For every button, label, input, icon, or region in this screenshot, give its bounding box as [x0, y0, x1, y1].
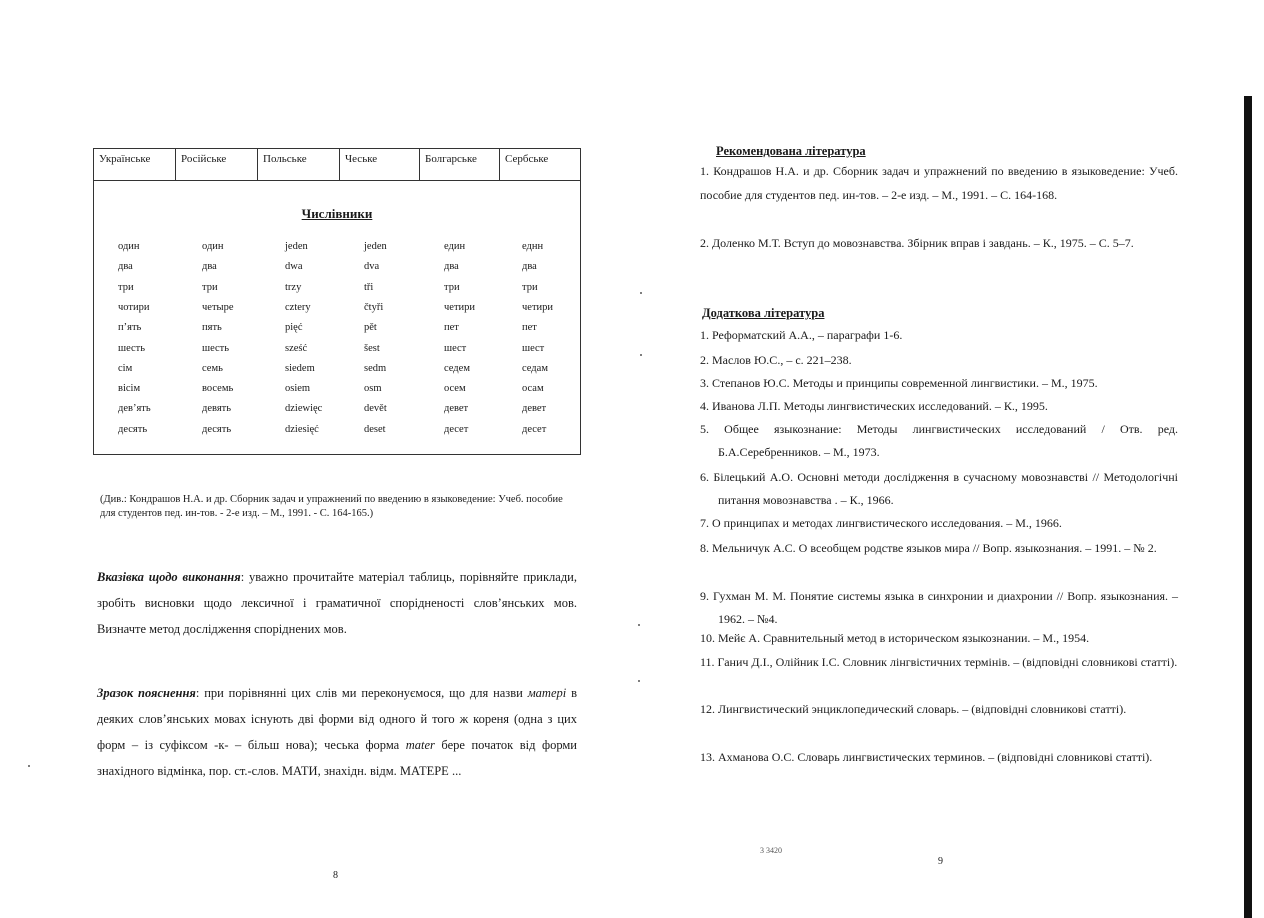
scan-speck [28, 765, 30, 767]
table-cell: один [118, 241, 140, 252]
table-cell: пять [202, 322, 222, 334]
scan-speck [638, 624, 640, 626]
table-cell: дев’ять [118, 403, 151, 415]
table-cell: dva [364, 261, 380, 273]
list-item: 12. Лингвистический энциклопедический словарь. – (відповідні словникові статті). [700, 702, 1127, 716]
example-label: Зразок пояснення [97, 686, 196, 700]
table-cell: deset [364, 423, 386, 435]
table-cell: шесть [202, 342, 230, 354]
table-cell: пет [444, 322, 459, 334]
instruction-text: : уважно прочитайте матеріал таблиць, порівняйте приклади, зробіть висновки щодо лексичної і граматичної спорідненості слов’янських мов. Визначте метод дослідження споріднених мов. [97, 570, 577, 636]
table-cell: три [118, 281, 134, 293]
table-cell: десет [522, 423, 547, 435]
list-item: 7. О принципах и методах лингвистического исследования. – М., 1966. [700, 516, 1062, 530]
table-cell: cztery [285, 301, 311, 313]
table-cell: šest [364, 342, 380, 354]
table-cell: два [202, 261, 217, 273]
list-item: 11. Ганич Д.І., Олійник І.С. Словник лінгвістичних термінів. – (відповідні словникові статті). [700, 655, 1178, 669]
table-citation: (Див.: Кондрашов Н.А. и др. Сборник задач и упражнений по введению в языковедение: Учеб. пособие для студентов пед. ин-тов. - 2-е изд. – М., 1991. - С. 164-165.) [100, 494, 563, 519]
header-polish: Польське [258, 149, 340, 181]
table-header-row [94, 149, 580, 181]
table-cell: jeden [285, 241, 308, 252]
example-text-1: : при порівнянні цих слів ми переконуємося, що для назви [195, 686, 528, 700]
table-cell: dziesięć [285, 423, 319, 435]
scan-edge-bar [1244, 96, 1252, 918]
instruction-label: Вказівка щодо виконання [97, 570, 241, 584]
numerals-table [93, 148, 581, 455]
table-cell: osm [364, 383, 382, 395]
table-cell: п’ять [118, 322, 142, 334]
table-cell: два [522, 261, 537, 273]
example-text-3: бере початок від форми знахідного відмінка, пор. ст.-слов. МАТИ, знахідн. відм. МАТЕРЕ ... [97, 738, 577, 778]
list-item: 2. Маслов Ю.С., – с. 221–238. [700, 353, 852, 367]
right-page-number: 9 [938, 856, 943, 867]
table-cell: девять [202, 403, 232, 415]
table-cell: шест [444, 342, 467, 354]
example-text-2: в деяких слов’янських мовах існують дві форми від одного й того ж кореня (одна з цих форм – із суфіксом -к- – більш нова); чеська форма [97, 686, 577, 752]
list-item: 8. Мельничук А.С. О всеобщем родстве языков мира // Вопр. языкознания. – 1991. – № 2. [700, 541, 1157, 555]
list-item: 6. Білецький А.О. Основні методи дослідження в сучасному мовознавстві // Методологічні питання мовознавства . – К., 1966. [700, 470, 1178, 507]
table-cell: восемь [202, 383, 234, 395]
example-paragraph [97, 680, 577, 784]
table-title: Числівники [301, 206, 373, 221]
table-cell: siedem [285, 362, 315, 374]
table-cell: шесть [118, 342, 146, 354]
print-mark: 3 3420 [760, 846, 782, 855]
header-ukrainian: Українське [94, 149, 176, 181]
table-cell: четири [444, 301, 476, 313]
header-czech: Чеське [340, 149, 420, 181]
table-cell: осем [444, 383, 466, 395]
table-cell: dwa [285, 261, 303, 273]
table-cell: три [202, 281, 218, 293]
table-cell: dziewięc [285, 403, 323, 415]
table-cell: pięć [285, 322, 303, 334]
list-item: 13. Ахманова О.С. Словарь лингвистических терминов. – (відповідні словникові статті). [700, 750, 1153, 764]
header-russian: Російське [176, 149, 258, 181]
table-cell: десять [202, 423, 232, 435]
recommended-title: Рекомендована література [716, 144, 866, 158]
table-cell: чотири [118, 301, 150, 313]
list-item: 4. Иванова Л.П. Методы лингвистических исследований. – К., 1995. [700, 399, 1048, 413]
table-cell: čtyři [364, 301, 384, 313]
list-item: 10. Мейє А. Сравнительный метод в историческом языкознании. – М., 1954. [700, 631, 1090, 645]
list-item: 2. Доленко М.Т. Вступ до мовознавства. Збірник вправ і завдань. – К., 1975. – С. 5–7. [700, 236, 1134, 250]
table-cell: седам [522, 362, 548, 374]
table-cell: tři [364, 281, 374, 293]
list-item: 5. Общее языкознание: Методы лингвистических исследований / Отв. ред. Б.А.Серебренников. – М., 1973. [700, 422, 1178, 459]
table-cell: четири [522, 301, 554, 313]
table-cell: pět [364, 322, 377, 334]
header-serbian: Сербське [500, 149, 580, 181]
scan-speck [640, 354, 642, 356]
list-item: 1. Кондрашов Н.А. и др. Сборник задач и упражнений по введению в языковедение: Учеб. пособие для студентов пед. ин-тов. – 2-е изд. – М., 1991. – С. 164-168. [700, 164, 1178, 202]
list-item: 9. Гухман М. М. Понятие системы языка в синхронии и диахронии // Вопр. языкознания. – 1962. – №4. [700, 589, 1178, 626]
instruction-paragraph [97, 564, 577, 642]
header-bulgarian: Болгарське [420, 149, 500, 181]
table-cell: десять [118, 423, 148, 435]
table-cell: сім [118, 362, 133, 374]
table-cell: седем [444, 362, 470, 374]
table-cell: два [118, 261, 133, 273]
table-cell: osiem [285, 383, 311, 395]
table-cell: sedm [364, 362, 387, 374]
list-item: 1. Реформатский А.А., – параграфи 1-6. [700, 328, 903, 342]
table-cell: девет [444, 403, 469, 415]
table-cell: осам [522, 383, 544, 395]
table-cell: вісім [118, 383, 141, 395]
table-cell: один [202, 241, 224, 252]
table-cell: четыре [202, 301, 234, 313]
table-cell: семь [202, 362, 223, 374]
left-page-number: 8 [333, 870, 338, 881]
table-cell: девет [522, 403, 547, 415]
table-cell: sześć [285, 342, 308, 354]
table-cell: еднн [522, 241, 544, 252]
example-term-2: mater [405, 738, 435, 752]
table-cell: десет [444, 423, 469, 435]
table-cell: шест [522, 342, 545, 354]
table-cell: два [444, 261, 459, 273]
scan-speck [640, 292, 642, 294]
example-term-1: матері [527, 686, 567, 700]
scan-speck [638, 680, 640, 682]
table-cell: devět [364, 403, 387, 415]
table-cell: jeden [364, 241, 387, 252]
table-cell: пет [522, 322, 537, 334]
additional-title: Додаткова література [702, 306, 825, 320]
list-item: 3. Степанов Ю.С. Методы и принципы современной лингвистики. – М., 1975. [700, 376, 1098, 390]
table-cell: един [444, 241, 466, 252]
table-cell: trzy [285, 281, 302, 293]
table-cell: три [444, 281, 460, 293]
table-cell: три [522, 281, 538, 293]
